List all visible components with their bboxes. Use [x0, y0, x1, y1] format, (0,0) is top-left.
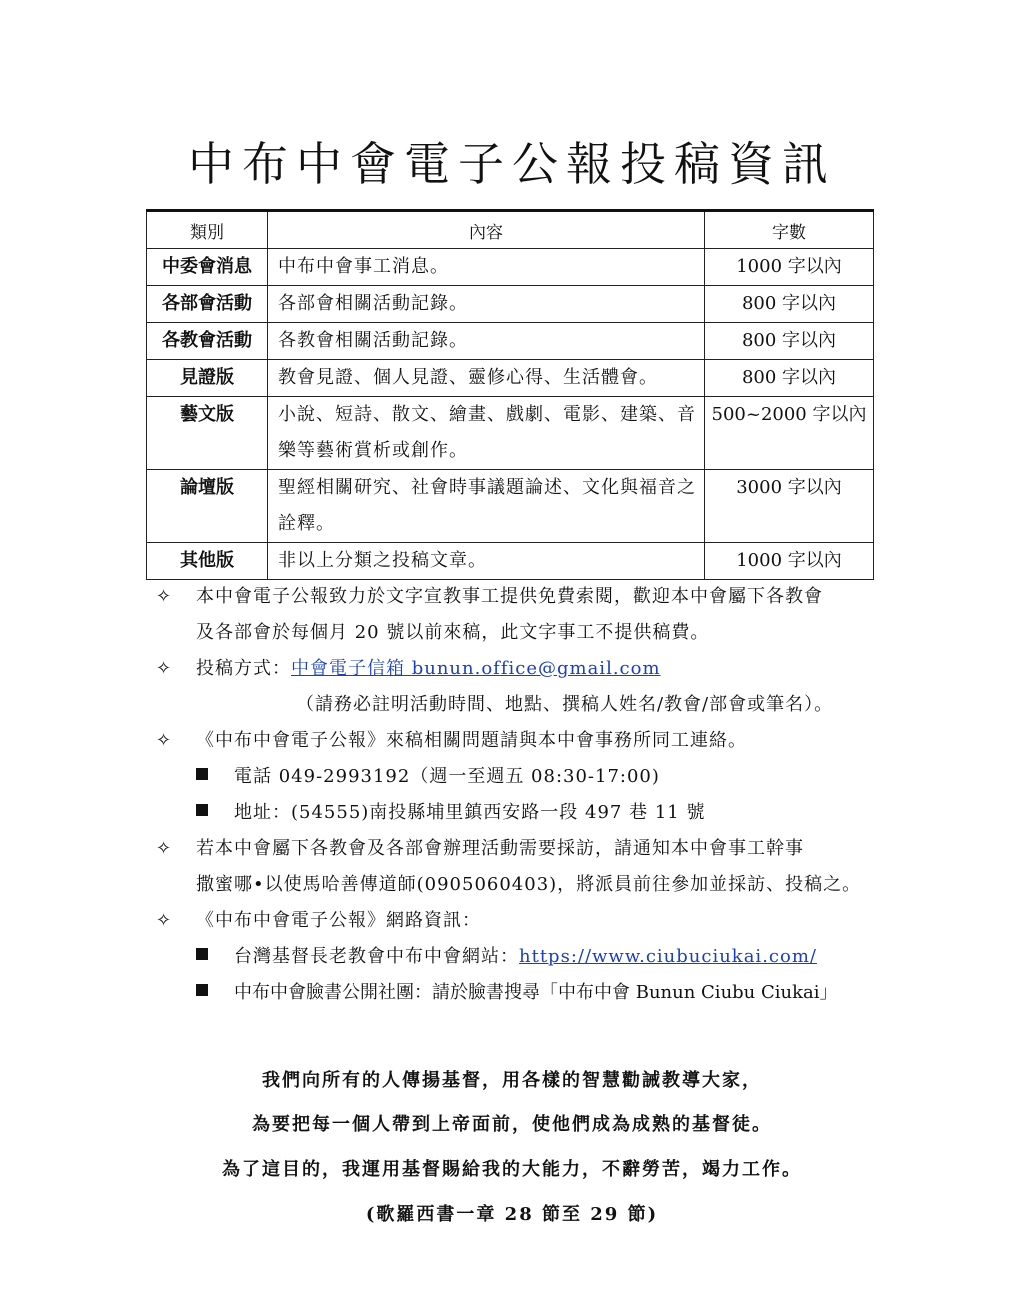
square-bullet-icon	[196, 948, 208, 960]
row-category: 論壇版	[147, 470, 268, 543]
website-link[interactable]: https://www.ciubuciukai.com/	[519, 946, 817, 967]
verse-line-3: 為了這目的，我運用基督賜給我的大能力，不辭勞苦，竭力工作。	[222, 1159, 802, 1180]
page-title: 中布中會電子公報投稿資訊	[188, 137, 836, 191]
verse-line-2: 為要把每一個人帶到上帝面前，使他們成為成熟的基督徒。	[252, 1114, 772, 1135]
diamond-bullet-icon: ✧	[156, 838, 173, 859]
note-1	[156, 582, 823, 608]
table-row	[147, 249, 874, 286]
note-1-line-2: 及各部會於每個月 20 號以前來稿，此文字事工不提供稿費。	[196, 622, 710, 643]
note-2-line-2: （請務必註明活動時間、地點、撰稿人姓名/教會/部會或筆名）。	[296, 694, 834, 715]
note-5-facebook	[196, 978, 838, 1004]
note-4	[156, 834, 804, 860]
note-2	[156, 654, 661, 680]
note-4-line-1: 若本中會屬下各教會及各部會辦理活動需要採訪，請通知本中會事工幹事	[196, 838, 804, 859]
diamond-bullet-icon: ✧	[156, 910, 173, 931]
row-count: 1000 字以內	[705, 249, 874, 286]
row-content: 聖經相關研究、社會時事議題論述、文化與福音之詮釋。	[268, 470, 705, 543]
note-1-line-1: 本中會電子公報致力於文字宣教事工提供免費索閱，歡迎本中會屬下各教會	[196, 586, 823, 607]
row-content: 非以上分類之投稿文章。	[268, 543, 705, 580]
diamond-bullet-icon: ✧	[156, 586, 173, 607]
submission-table	[146, 209, 874, 580]
table-row	[147, 360, 874, 397]
site-label: 台灣基督長老教會中布中會網站：	[234, 946, 519, 967]
note-5-text: 《中布中會電子公報》網路資訊：	[196, 910, 481, 931]
square-bullet-icon	[196, 984, 208, 996]
row-content: 各部會相關活動記錄。	[268, 286, 705, 323]
note-5	[156, 906, 481, 932]
row-count: 3000 字以內	[705, 470, 874, 543]
row-count: 800 字以內	[705, 360, 874, 397]
square-bullet-icon	[196, 804, 208, 816]
header-category: 類別	[147, 211, 268, 249]
row-category: 各部會活動	[147, 286, 268, 323]
note-3-address	[196, 798, 705, 824]
table-row	[147, 323, 874, 360]
verse-line-1: 我們向所有的人傳揚基督，用各樣的智慧勸誡教導大家，	[262, 1070, 762, 1091]
diamond-bullet-icon: ✧	[156, 730, 173, 751]
row-content: 中布中會事工消息。	[268, 249, 705, 286]
verse-reference: (歌羅西書一章 28 節至 29 節)	[365, 1204, 659, 1225]
table-header-row	[147, 211, 874, 249]
table-row	[147, 543, 874, 580]
row-count: 800 字以內	[705, 286, 874, 323]
address-text: 地址：(54555)南投縣埔里鎮西安路一段 497 巷 11 號	[234, 802, 706, 823]
table-row	[147, 397, 874, 470]
diamond-bullet-icon: ✧	[156, 658, 173, 679]
row-category: 各教會活動	[147, 323, 268, 360]
row-count: 800 字以內	[705, 323, 874, 360]
row-content: 教會見證、個人見證、靈修心得、生活體會。	[268, 360, 705, 397]
note-4-line-2: 撒蜜哪•以使馬哈善傳道師(0905060403)，將派員前往參加並採訪、投稿之。	[196, 874, 862, 895]
row-count: 500~2000 字以內	[705, 397, 874, 470]
note-5-site	[196, 942, 817, 968]
row-category: 藝文版	[147, 397, 268, 470]
header-content: 內容	[268, 211, 705, 249]
note-3	[156, 726, 747, 752]
phone-text: 電話 049-2993192（週一至週五 08:30-17:00)	[234, 766, 660, 787]
row-category: 見證版	[147, 360, 268, 397]
row-content: 各教會相關活動記錄。	[268, 323, 705, 360]
note-3-phone	[196, 762, 660, 788]
row-count: 1000 字以內	[705, 543, 874, 580]
facebook-text: 中布中會臉書公開社團：請於臉書搜尋「中布中會 Bunun Ciubu Ciukai」	[234, 982, 838, 1003]
email-link[interactable]: 中會電子信箱 bunun.office@gmail.com	[291, 658, 661, 679]
row-category: 其他版	[147, 543, 268, 580]
note-2-label: 投稿方式：	[196, 658, 291, 679]
note-3-text: 《中布中會電子公報》來稿相關問題請與本中會事務所同工連絡。	[196, 730, 747, 751]
row-category: 中委會消息	[147, 249, 268, 286]
row-content: 小說、短詩、散文、繪畫、戲劇、電影、建築、音樂等藝術賞析或創作。	[268, 397, 705, 470]
table-row	[147, 286, 874, 323]
header-count: 字數	[705, 211, 874, 249]
table-row	[147, 470, 874, 543]
square-bullet-icon	[196, 768, 208, 780]
